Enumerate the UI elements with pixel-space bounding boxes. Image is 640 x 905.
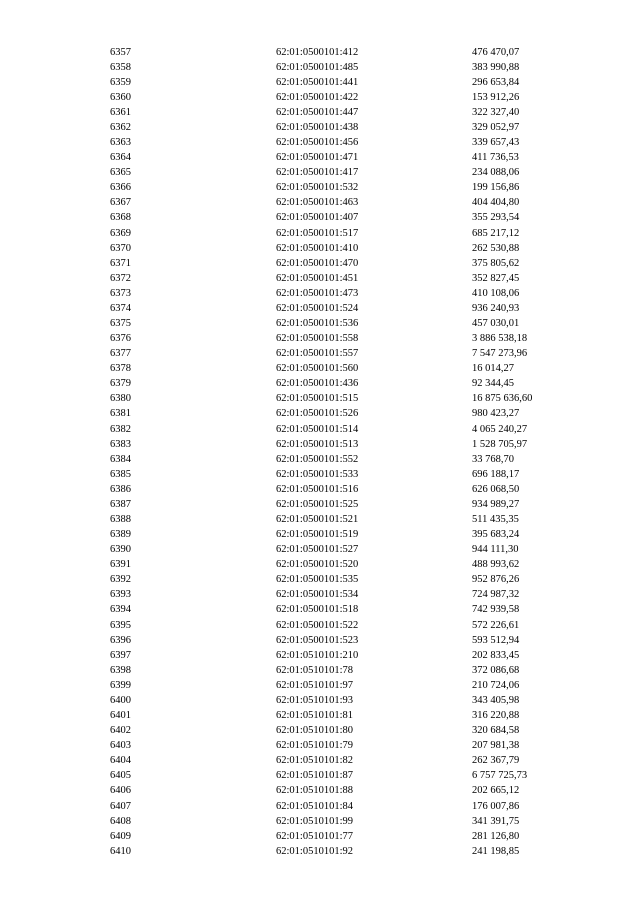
cadastral-number: 62:01:0500101:532: [276, 182, 359, 194]
cadastral-value: 372 086,68: [472, 664, 520, 676]
cadastral-number: 62:01:0500101:447: [276, 106, 359, 118]
table-row: [0, 512, 640, 527]
table-row: [0, 618, 640, 633]
table-row: [0, 241, 640, 256]
cadastral-number: 62:01:0500101:441: [276, 76, 359, 88]
cadastral-number: 62:01:0510101:81: [276, 710, 354, 722]
cadastral-value: 341 391,75: [472, 815, 520, 827]
table-row: [0, 648, 640, 663]
row-number: 6364: [110, 152, 131, 164]
table-row: [0, 105, 640, 120]
cadastral-number: 62:01:0500101:515: [276, 393, 359, 405]
cadastral-number: 62:01:0500101:417: [276, 167, 359, 179]
cadastral-value: 262 367,79: [472, 755, 520, 767]
cadastral-value: 395 683,24: [472, 529, 520, 541]
cadastral-value: 593 512,94: [472, 634, 520, 646]
cadastral-number: 62:01:0500101:514: [276, 423, 359, 435]
table-row: [0, 768, 640, 783]
table-row: [0, 376, 640, 391]
cadastral-value: 281 126,80: [472, 830, 520, 842]
row-number: 6382: [110, 423, 131, 435]
row-number: 6403: [110, 740, 131, 752]
cadastral-number: 62:01:0510101:92: [276, 845, 354, 857]
cadastral-value: 329 052,97: [472, 121, 520, 133]
table-row: [0, 693, 640, 708]
row-number: 6374: [110, 302, 131, 314]
table-row: [0, 678, 640, 693]
table-row: [0, 663, 640, 678]
cadastral-value: 457 030,01: [472, 318, 520, 329]
cadastral-value: 4 065 240,27: [472, 423, 528, 435]
cadastral-number: 62:01:0510101:80: [276, 725, 354, 737]
table-row: [0, 829, 640, 844]
row-number: 6366: [110, 182, 131, 194]
cadastral-number: 62:01:0500101:521: [276, 514, 359, 526]
cadastral-value: 410 108,06: [472, 287, 520, 299]
table-row: [0, 60, 640, 75]
cadastral-value: 980 423,27: [472, 408, 520, 420]
row-number: 6388: [110, 514, 131, 526]
cadastral-value: 322 327,40: [472, 106, 520, 118]
cadastral-number: 62:01:0500101:524: [276, 302, 359, 314]
row-number: 6398: [110, 664, 131, 676]
cadastral-value: 202 665,12: [472, 785, 520, 797]
row-number: 6392: [110, 574, 131, 586]
row-number: 6396: [110, 634, 131, 646]
cadastral-value: 724 987,32: [472, 589, 520, 601]
cadastral-value: 352 827,45: [472, 272, 520, 284]
row-number: 6402: [110, 725, 131, 737]
cadastral-value: 296 653,84: [472, 76, 520, 88]
cadastral-number: 62:01:0500101:558: [276, 333, 359, 345]
table-row: [0, 723, 640, 738]
table-row: [0, 90, 640, 105]
table-row: [0, 135, 640, 150]
table-row: [0, 527, 640, 542]
cadastral-value: 199 156,86: [472, 182, 520, 194]
cadastral-value: 626 068,50: [472, 483, 520, 495]
table-row: [0, 738, 640, 753]
cadastral-number: 62:01:0510101:79: [276, 740, 354, 752]
row-number: 6404: [110, 755, 131, 767]
table-row: [0, 572, 640, 587]
cadastral-value: 153 912,26: [472, 91, 520, 103]
table-row: [0, 301, 640, 316]
row-number: 6394: [110, 604, 131, 616]
row-number: 6373: [110, 287, 131, 299]
cadastral-value: 934 989,27: [472, 498, 520, 510]
cadastral-number: 62:01:0510101:82: [276, 755, 354, 767]
table-row: [0, 45, 640, 60]
cadastral-number: 62:01:0500101:518: [276, 604, 359, 616]
row-number: 6399: [110, 679, 131, 691]
cadastral-table: [0, 45, 640, 859]
table-row: [0, 708, 640, 723]
cadastral-number: 62:01:0500101:536: [276, 318, 359, 329]
table-row: [0, 557, 640, 572]
table-row: [0, 150, 640, 165]
row-number: 6378: [110, 363, 131, 375]
row-number: 6365: [110, 167, 131, 179]
cadastral-value: 343 405,98: [472, 694, 520, 706]
table-row: [0, 814, 640, 829]
cadastral-number: 62:01:0500101:412: [276, 46, 359, 58]
row-number: 6405: [110, 770, 131, 782]
cadastral-number: 62:01:0500101:463: [276, 197, 359, 209]
table-row: [0, 331, 640, 346]
cadastral-number: 62:01:0500101:516: [276, 483, 359, 495]
table-row: [0, 316, 640, 331]
cadastral-value: 262 530,88: [472, 242, 520, 254]
cadastral-number: 62:01:0500101:471: [276, 152, 359, 164]
row-number: 6391: [110, 559, 131, 571]
row-number: 6363: [110, 137, 131, 149]
cadastral-number: 62:01:0500101:535: [276, 574, 359, 586]
table-row: [0, 256, 640, 271]
cadastral-number: 62:01:0500101:560: [276, 363, 359, 375]
cadastral-value: 355 293,54: [472, 212, 520, 224]
cadastral-value: 234 088,06: [472, 167, 520, 179]
table-row: [0, 799, 640, 814]
cadastral-value: 339 657,43: [472, 137, 520, 149]
cadastral-value: 411 736,53: [472, 152, 519, 164]
row-number: 6385: [110, 468, 131, 480]
cadastral-number: 62:01:0500101:513: [276, 438, 359, 450]
table-row: [0, 452, 640, 467]
row-number: 6410: [110, 845, 131, 857]
cadastral-number: 62:01:0500101:422: [276, 91, 359, 103]
row-number: 6406: [110, 785, 131, 797]
row-number: 6386: [110, 483, 131, 495]
table-row: [0, 75, 640, 90]
cadastral-number: 62:01:0510101:97: [276, 679, 354, 691]
cadastral-number: 62:01:0510101:78: [276, 664, 354, 676]
cadastral-number: 62:01:0500101:533: [276, 468, 359, 480]
cadastral-number: 62:01:0510101:87: [276, 770, 354, 782]
table-row: [0, 422, 640, 437]
table-row: [0, 271, 640, 286]
cadastral-value: 7 547 273,96: [472, 348, 528, 360]
table-row: [0, 467, 640, 482]
cadastral-number: 62:01:0500101:519: [276, 529, 359, 541]
row-number: 6369: [110, 227, 131, 239]
cadastral-number: 62:01:0500101:523: [276, 634, 359, 646]
cadastral-value: 241 198,85: [472, 845, 520, 857]
cadastral-value: 6 757 725,73: [472, 770, 528, 782]
cadastral-value: 320 684,58: [472, 725, 520, 737]
cadastral-value: 202 833,45: [472, 649, 520, 661]
row-number: 6380: [110, 393, 131, 405]
cadastral-value: 210 724,06: [472, 679, 520, 691]
row-number: 6370: [110, 242, 131, 254]
cadastral-value: 316 220,88: [472, 710, 520, 722]
cadastral-value: 383 990,88: [472, 61, 520, 73]
row-number: 6390: [110, 544, 131, 556]
table-row: [0, 286, 640, 301]
cadastral-number: 62:01:0500101:534: [276, 589, 359, 601]
cadastral-value: 488 993,62: [472, 559, 520, 571]
cadastral-number: 62:01:0500101:522: [276, 619, 359, 631]
row-number: 6407: [110, 800, 131, 812]
row-number: 6383: [110, 438, 131, 450]
cadastral-number: 62:01:0510101:77: [276, 830, 354, 842]
cadastral-number: 62:01:0500101:527: [276, 544, 359, 556]
row-number: 6362: [110, 121, 131, 133]
row-number: 6400: [110, 694, 131, 706]
row-number: 6371: [110, 257, 131, 269]
cadastral-number: 62:01:0510101:93: [276, 694, 354, 706]
row-number: 6389: [110, 529, 131, 541]
table-row: [0, 783, 640, 798]
cadastral-value: 685 217,12: [472, 227, 520, 239]
cadastral-value: 207 981,38: [472, 740, 520, 752]
table-row: [0, 120, 640, 135]
table-row: [0, 195, 640, 210]
table-row: [0, 542, 640, 557]
table-row: [0, 633, 640, 648]
row-number: 6358: [110, 61, 131, 73]
cadastral-number: 62:01:0510101:88: [276, 785, 354, 797]
table-row: [0, 210, 640, 225]
row-number: 6361: [110, 106, 131, 118]
cadastral-number: 62:01:0500101:436: [276, 378, 359, 390]
cadastral-number: 62:01:0500101:557: [276, 348, 359, 360]
cadastral-value: 92 344,45: [472, 378, 514, 390]
cadastral-value: 572 226,61: [472, 619, 520, 631]
row-number: 6367: [110, 197, 131, 209]
cadastral-number: 62:01:0500101:485: [276, 61, 359, 73]
table-row: [0, 165, 640, 180]
cadastral-value: 511 435,35: [472, 514, 519, 526]
cadastral-number: 62:01:0500101:470: [276, 257, 359, 269]
row-number: 6409: [110, 830, 131, 842]
row-number: 6384: [110, 453, 131, 465]
cadastral-value: 16 014,27: [472, 363, 514, 375]
cadastral-value: 476 470,07: [472, 46, 520, 58]
cadastral-number: 62:01:0500101:552: [276, 453, 359, 465]
table-row: [0, 346, 640, 361]
row-number: 6395: [110, 619, 131, 631]
table-row: [0, 391, 640, 406]
table-row: [0, 587, 640, 602]
cadastral-value: 176 007,86: [472, 800, 520, 812]
cadastral-value: 3 886 538,18: [472, 333, 528, 345]
cadastral-value: 16 875 636,60: [472, 393, 533, 405]
row-number: 6368: [110, 212, 131, 224]
table-row: [0, 437, 640, 452]
table-row: [0, 482, 640, 497]
table-row: [0, 406, 640, 421]
row-number: 6397: [110, 649, 131, 661]
row-number: 6401: [110, 710, 131, 722]
table-row: [0, 602, 640, 617]
row-number: 6359: [110, 76, 131, 88]
table-row: [0, 226, 640, 241]
row-number: 6375: [110, 318, 131, 329]
table-row: [0, 180, 640, 195]
cadastral-value: 375 805,62: [472, 257, 520, 269]
cadastral-number: 62:01:0510101:210: [276, 649, 359, 661]
cadastral-number: 62:01:0500101:407: [276, 212, 359, 224]
cadastral-number: 62:01:0500101:410: [276, 242, 359, 254]
cadastral-value: 404 404,80: [472, 197, 520, 209]
cadastral-value: 944 111,30: [472, 544, 519, 556]
row-number: 6357: [110, 46, 131, 58]
row-number: 6381: [110, 408, 131, 420]
row-number: 6377: [110, 348, 131, 360]
cadastral-number: 62:01:0500101:451: [276, 272, 359, 284]
row-number: 6408: [110, 815, 131, 827]
cadastral-number: 62:01:0500101:473: [276, 287, 359, 299]
cadastral-number: 62:01:0500101:517: [276, 227, 359, 239]
cadastral-value: 696 188,17: [472, 468, 520, 480]
cadastral-number: 62:01:0500101:526: [276, 408, 359, 420]
table-row: [0, 844, 640, 859]
table-row: [0, 361, 640, 376]
cadastral-number: 62:01:0500101:520: [276, 559, 359, 571]
cadastral-value: 742 939,58: [472, 604, 520, 616]
row-number: 6372: [110, 272, 131, 284]
cadastral-value: 33 768,70: [472, 453, 514, 465]
cadastral-number: 62:01:0500101:438: [276, 121, 359, 133]
table-row: [0, 753, 640, 768]
row-number: 6387: [110, 498, 131, 510]
cadastral-value: 1 528 705,97: [472, 438, 528, 450]
cadastral-number: 62:01:0510101:99: [276, 815, 354, 827]
table-row: [0, 497, 640, 512]
row-number: 6376: [110, 333, 131, 345]
cadastral-number: 62:01:0510101:84: [276, 800, 354, 812]
row-number: 6360: [110, 91, 131, 103]
cadastral-value: 952 876,26: [472, 574, 520, 586]
cadastral-number: 62:01:0500101:456: [276, 137, 359, 149]
row-number: 6393: [110, 589, 131, 601]
cadastral-value: 936 240,93: [472, 302, 520, 314]
row-number: 6379: [110, 378, 131, 390]
cadastral-number: 62:01:0500101:525: [276, 498, 359, 510]
